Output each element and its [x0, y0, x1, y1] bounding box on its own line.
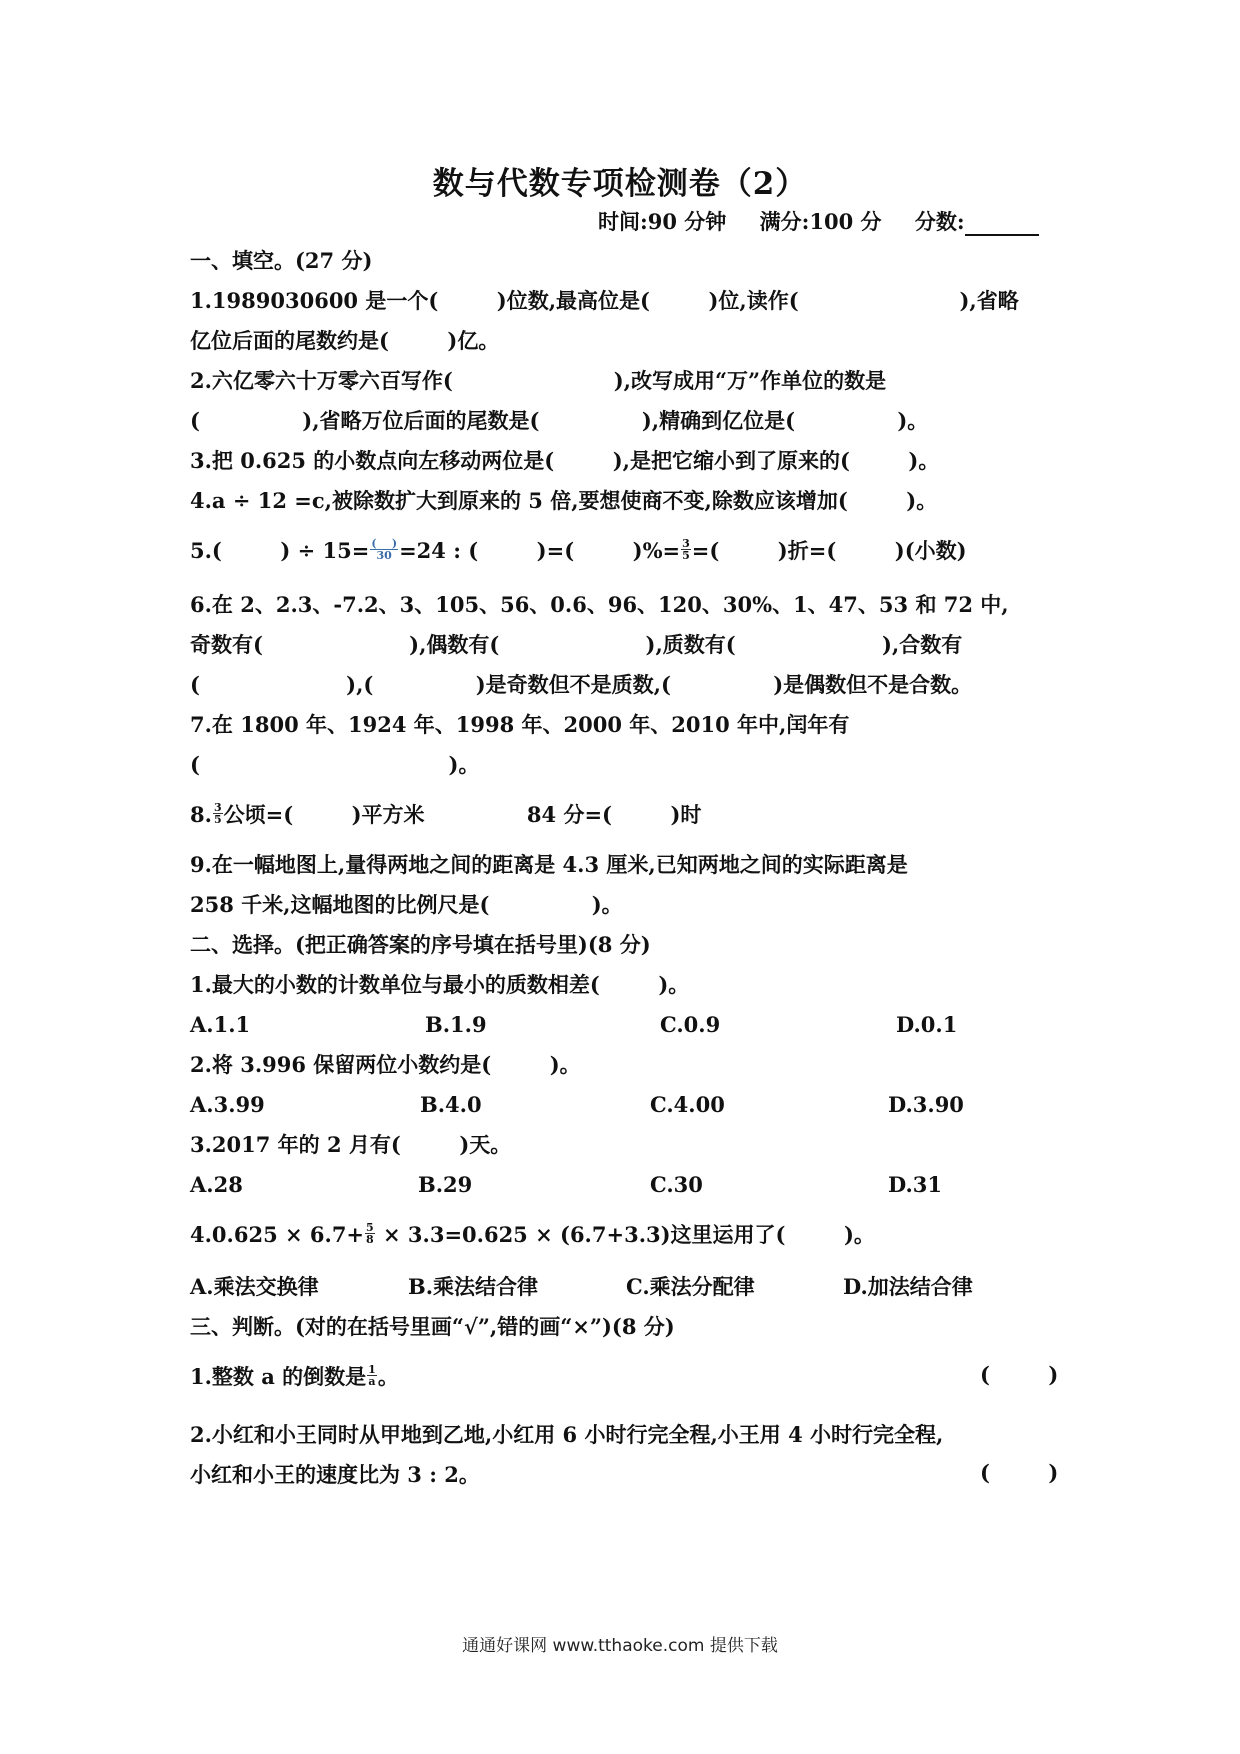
jq1-fraction-num: 1 [368, 1363, 376, 1376]
jq1-post: 。 [377, 1364, 399, 1389]
q5-fraction-2 [681, 538, 691, 561]
section-heading-choice: 二、选择。(把正确答案的序号填在括号里)(8 分) [190, 932, 651, 957]
choice-2-option-c: C.4.00 [650, 1092, 725, 1117]
choice-1-option-c: C.0.9 [660, 1012, 721, 1037]
q8-fraction-den: 5 [213, 813, 222, 826]
q8-post: 公顷=( )平方米 84 分=( )时 [223, 802, 702, 827]
choice-1-option-a: A.1.1 [190, 1012, 251, 1037]
choice-3-option-d: D.31 [888, 1172, 942, 1197]
choice-question-2: 2.将 3.996 保留两位小数约是( )。 [190, 1052, 581, 1077]
q8-pre: 8. [190, 802, 212, 827]
question-3: 3.把 0.625 的小数点向左移动两位是( ),是把它缩小到了原来的( )。 [190, 448, 940, 473]
question-1-line-1: 1.1989030600 是一个( )位数,最高位是( )位,读作( ),省略 [190, 288, 1019, 313]
page-title: 数与代数专项检测卷（2） [432, 166, 808, 202]
choice-1-option-d: D.0.1 [896, 1012, 958, 1037]
choice-3-option-c: C.30 [650, 1172, 703, 1197]
q5-mid: =24 : ( )=( )%= [399, 538, 681, 563]
time-label: 时间:90 分钟 [598, 209, 727, 234]
footer-text: 通通好课网 www.tthaoke.com 提供下载 [462, 1636, 778, 1656]
choice-1-option-b: B.1.9 [425, 1012, 487, 1037]
jq1-fraction-den: a [368, 1375, 376, 1388]
cq4-fraction-den: 8 [366, 1233, 374, 1246]
cq4-fraction-num: 5 [366, 1221, 374, 1234]
choice-3-option-b: B.29 [418, 1172, 473, 1197]
question-6-line-2: 奇数有( ),偶数有( ),质数有( ),合数有 [190, 632, 963, 657]
choice-2-option-b: B.4.0 [420, 1092, 482, 1117]
choice-question-3: 3.2017 年的 2 月有( )天。 [190, 1132, 512, 1157]
section-heading-judge: 三、判断。(对的在括号里画“√”,错的画“×”)(8 分) [190, 1314, 675, 1339]
choice-2-option-d: D.3.90 [888, 1092, 964, 1117]
q5-fraction-num: ( ) [371, 537, 398, 550]
judge-question-2-line-2: 小红和小王的速度比为 3 : 2。 [190, 1462, 480, 1487]
cq4-post: × 3.3=0.625 × (6.7+3.3)这里运用了( )。 [375, 1222, 875, 1247]
q5-fraction-2-num: 3 [682, 537, 690, 550]
question-6-line-1: 6.在 2、2.3、-7.2、3、105、56、0.6、96、120、30%、1、47、53 和 72 中, [190, 592, 1009, 617]
judge-1-answer-paren[interactable]: ( ) [980, 1362, 1059, 1387]
exam-meta [598, 206, 1065, 236]
choice-question-4 [190, 1220, 875, 1250]
q5-pre: 5.( ) ÷ 15= [190, 538, 370, 563]
jq1-pre: 1.整数 a 的倒数是 [190, 1364, 367, 1389]
full-score-label: 满分:100 分 [759, 209, 882, 234]
q5-fraction-2-den: 5 [682, 549, 690, 562]
judge-2-answer-paren[interactable]: ( ) [980, 1460, 1059, 1485]
question-9-line-2: 258 千米,这幅地图的比例尺是( )。 [190, 892, 623, 917]
cq4-pre: 4.0.625 × 6.7+ [190, 1222, 365, 1247]
judge-question-2-line-1: 2.小红和小王同时从甲地到乙地,小红用 6 小时行完全程,小王用 4 小时行完全程, [190, 1422, 944, 1447]
question-1-line-2: 亿位后面的尾数约是( )亿。 [190, 328, 500, 353]
choice-question-1: 1.最大的小数的计数单位与最小的质数相差( )。 [190, 972, 690, 997]
score-blank[interactable] [965, 214, 1039, 236]
question-7-line-2: ( )。 [190, 752, 480, 777]
q8-fraction-num: 3 [213, 801, 222, 814]
q8-fraction [213, 802, 223, 825]
judge-question-1 [190, 1362, 399, 1392]
question-2-line-1: 2.六亿零六十万零六百写作( ),改写成用“万”作单位的数是 [190, 368, 887, 393]
cq4-fraction [365, 1222, 375, 1245]
question-9-line-1: 9.在一幅地图上,量得两地之间的距离是 4.3 厘米,已知两地之间的实际距离是 [190, 852, 908, 877]
choice-3-option-a: A.28 [190, 1172, 243, 1197]
q5-post: =( )折=( )(小数) [691, 538, 967, 563]
question-8 [190, 800, 701, 830]
choice-2-option-a: A.3.99 [190, 1092, 265, 1117]
question-7-line-1: 7.在 1800 年、1924 年、1998 年、2000 年、2010 年中,闰年有 [190, 712, 850, 737]
choice-4-option-c: C.乘法分配律 [626, 1274, 755, 1299]
question-6-line-3: ( ),( )是奇数但不是质数,( )是偶数但不是合数。 [190, 672, 973, 697]
question-2-line-2: ( ),省略万位后面的尾数是( ),精确到亿位是( )。 [190, 408, 929, 433]
jq1-fraction [367, 1364, 377, 1387]
choice-4-option-a: A.乘法交换律 [190, 1274, 319, 1299]
q5-fraction [370, 538, 398, 561]
section-heading-fill: 一、填空。(27 分) [190, 248, 373, 273]
choice-4-option-b: B.乘法结合律 [408, 1274, 539, 1299]
q5-fraction-den: 30 [376, 549, 392, 562]
question-5 [190, 536, 967, 566]
question-4: 4.a ÷ 12 =c,被除数扩大到原来的 5 倍,要想使商不变,除数应该增加( )。 [190, 488, 938, 513]
score-label: 分数: [914, 209, 965, 234]
choice-4-option-d: D.加法结合律 [843, 1274, 973, 1299]
